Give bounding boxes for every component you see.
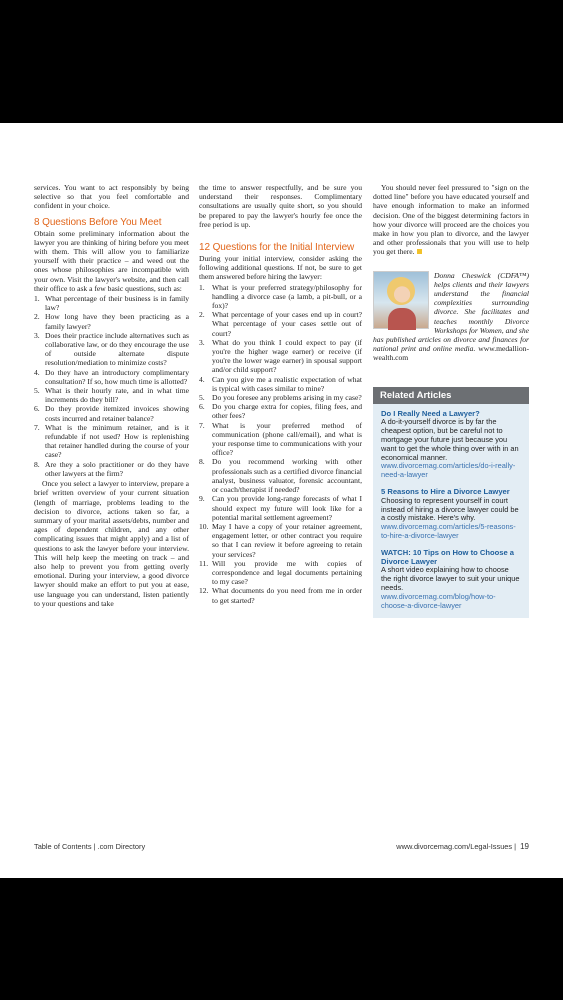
list-item: 6. Do they provide itemized invoices showing costs incurred and retainer balance?: [34, 404, 189, 423]
author-bio: [373, 271, 529, 363]
list-item: 4. Can you give me a realistic expectation of what is typical with cases similar to mine?: [199, 374, 362, 393]
column-1: [34, 183, 189, 609]
list-item: 8. Are they a solo practitioner or do they have other lawyers at the firm?: [34, 459, 189, 478]
list-item: 7. What is your preferred method of communication (phone call/email), and what is your response time to communications with your office?: [199, 420, 362, 458]
col2-paragraph: During your initial interview, consider asking the following additional questions. If not, be sure to get them answered before hiring the lawyer:: [199, 254, 362, 282]
related-article-title[interactable]: WATCH: 10 Tips on How to Choose a Divorce Lawyer: [381, 547, 515, 566]
column-2: [199, 183, 362, 606]
page-number: 19: [520, 842, 529, 851]
related-articles-header: Related Articles: [373, 387, 529, 404]
list-item: 2. How long have they been practicing as a family lawyer?: [34, 312, 189, 331]
end-mark-square: [417, 249, 422, 254]
related-article: [381, 488, 521, 541]
list-item: 4. Do they have an introductory complimentary consultation? If so, how much time is allotted?: [34, 367, 189, 386]
list-item: 8. Do you recommend working with other professionals such as a certified divorce financial analyst, business valuator, forensic accountant, or coach/therapist if needed?: [199, 457, 362, 495]
related-article: [381, 410, 521, 480]
list-item: 10. May I have a copy of your retainer agreement, engagement letter, or other contract you require so that I can review it before agreeing to retain your services?: [199, 521, 362, 559]
list-item: 3. Does their practice include alternatives such as collaborative law, or do they encourage the use of outside alternate dispute resolution/mediation to minimize costs?: [34, 330, 189, 368]
list-item: 9. Can you provide long-range forecasts of what I should expect my future will look like for a potential marital settlement agreement?: [199, 494, 362, 522]
col1-intro: services. You want to act responsibly by being selective so that you feel comfortable and confident in your choice.: [34, 183, 189, 211]
related-article-title[interactable]: 5 Reasons to Hire a Divorce Lawyer: [381, 487, 510, 497]
footer-nav-links[interactable]: Table of Contents | .com Directory: [34, 842, 146, 851]
related-article-link[interactable]: www.divorcemag.com/articles/do-i-really-need-a-lawyer: [381, 461, 516, 480]
list-item: 6. Do you charge extra for copies, filing fees, and other fees?: [199, 402, 362, 421]
footer-url: [396, 842, 529, 851]
related-article: [381, 549, 521, 611]
list-item: 1. What percentage of their business is in family law?: [34, 294, 189, 313]
list-item: 3. What do you think I could expect to pay (if you're the higher wage earner) or receive (if you're the lower wage earner) in spousal support and/or child support?: [199, 337, 362, 375]
list-item: 5. What is their hourly rate, and in what time increments do they bill?: [34, 386, 189, 405]
heading-8-questions: 8 Questions Before You Meet: [34, 216, 162, 228]
list-item: 11. Will you provide me with copies of correspondence and legal documents pertaining to my case?: [199, 558, 362, 587]
pre-meeting-questions-list: [34, 294, 189, 478]
related-article-summary: A short video explaining how to choose the right divorce lawyer to suit your unique needs.: [381, 565, 520, 592]
related-article-link[interactable]: www.divorcemag.com/blog/how-to-choose-a-divorce-lawyer: [381, 591, 496, 610]
footer-site-link[interactable]: www.divorcemag.com/Legal-Issues |: [396, 842, 517, 851]
list-item: 7. What is the minimum retainer, and is it refundable if not used? How is replenishing that retainer handled during the course of your case?: [34, 422, 189, 460]
page-footer: [34, 842, 529, 854]
author-website-link[interactable]: www.medallion-wealth.com: [373, 344, 529, 363]
related-articles-box: [373, 387, 529, 619]
list-item: 5. Do you foresee any problems arising in my case?: [199, 393, 362, 403]
column-3: [373, 183, 529, 618]
list-item: 1. What is your preferred strategy/philosophy for handling a divorce case (a lamb, a pit-bull, or a fox)?: [199, 282, 362, 311]
related-article-link[interactable]: www.divorcemag.com/articles/5-reasons-to-hire-a-divorce-lawyer: [381, 522, 516, 541]
col1-paragraph-2: Once you select a lawyer to interview, prepare a brief written overview of your current situation (length of marriage, problems leading to the decision to divorce, actions taken so far, a summary of your marital assets/debts, number and ages of dependent children, and any other complicating issues that might apply) and a list of questions to ask the lawyer before your interview. This will help keep the meeting on track – and also help to prevent you from getting overly emotional. During your interview, a good divorce lawyer should make an effort to put you at ease, use language you can understand, listen patiently to your questions and take: [34, 479, 189, 608]
related-article-summary: A do-it-yourself divorce is by far the cheapest option, but be careful not to mortgage your future just because you want to get the whole thing over with in an economical manner.: [381, 417, 519, 462]
list-item: 12. What documents do you need from me in order to get started?: [199, 586, 362, 605]
col1-paragraph: Obtain some preliminary information about the lawyer you are thinking of hiring before you meet with them. This will allow you to familiarize yourself with their practice – and weed out the ones whose philosophies are incompatible with your own. Visit the lawyer's website, and then call their office to ask a few basic questions, such as:: [34, 228, 189, 293]
list-item: 2. What percentage of your cases end up in court? What percentage of your cases settle out of court?: [199, 310, 362, 338]
col3-paragraph: You should never feel pressured to "sign on the dotted line" before you have educated yourself and have enough information to make an informed decision. One of the biggest determining factors in how your divorce will proceed are the choices you make in how you plan to divorce, and the lawyer and other professionals that you will use to help you get there.: [373, 183, 529, 257]
related-article-title[interactable]: Do I Really Need a Lawyer?: [381, 408, 480, 418]
author-photo: [373, 271, 429, 329]
magazine-page: [0, 123, 563, 878]
col2-intro: the time to answer respectfully, and be sure you understand their responses. Complimentary consultations are usually quite short, so you should be prepared to pay the lawyer's hourly fee once the free period is up.: [199, 183, 362, 229]
related-articles-list: [373, 404, 529, 619]
author-bio-text: Donna Cheswick (CDFA™) helps clients and their lawyers understand the financial complexities surrounding divorce. She facilitates and teaches monthly Divorce Workshops for Women, and she has published articles on divorce and finances for national print and online media.: [373, 270, 529, 354]
related-article-summary: Choosing to represent yourself in court instead of hiring a divorce lawyer could be a costly mistake. Here's why.: [381, 495, 519, 523]
heading-12-questions: 12 Questions for the Initial Interview: [199, 242, 355, 254]
interview-questions-list: [199, 283, 362, 605]
